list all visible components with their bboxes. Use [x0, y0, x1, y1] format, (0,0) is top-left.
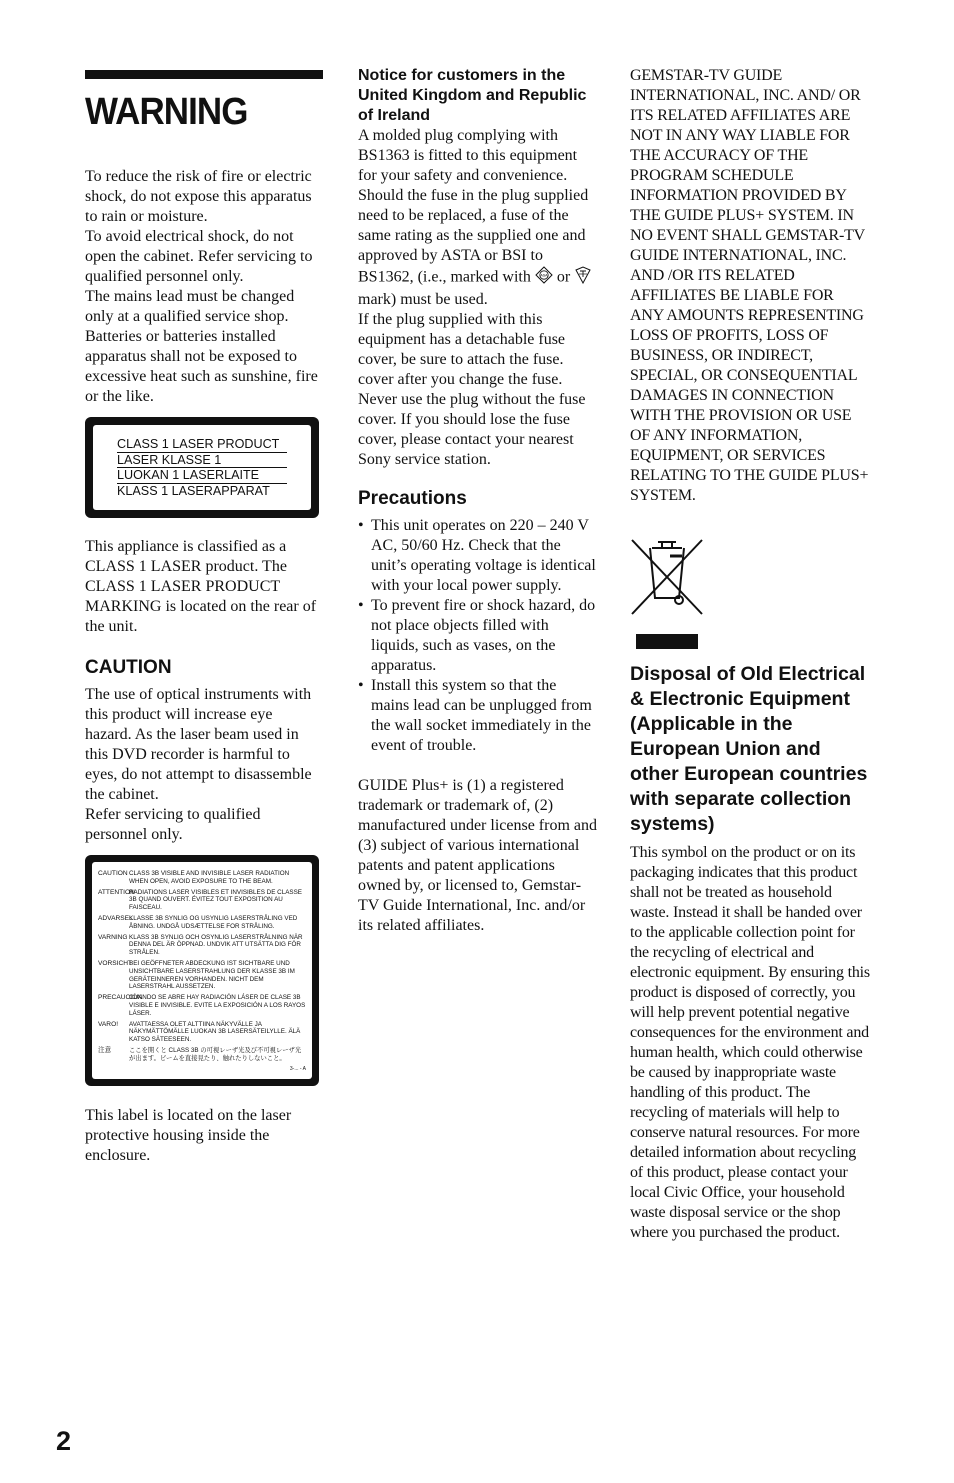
uk-notice-column	[358, 66, 598, 936]
label-row: ADVARSEL KLASSE 3B SYNLIG OG USYNLIG LASERSTRÅLING VED ÅBNING. UNDGÅ UDSÆTTELSE FOR STRÅLING.	[98, 914, 298, 930]
warning-intro-paragraph: The mains lead must be changed only at a qualified service shop.	[85, 288, 295, 325]
label-location-text: This label is located on the laser protective housing inside the enclosure.	[85, 1107, 292, 1165]
precautions-list	[358, 516, 598, 756]
page-title: WARNING	[85, 91, 248, 133]
caution-text: The use of optical instruments with this product will increase eye hazard. As the laser beam used in this DVD recorder is harmful to eyes, do not attempt to disassemble the cabinet.	[85, 686, 312, 803]
multilanguage-laser-label	[85, 855, 319, 1086]
list-item: • Install this system so that the mains lead can be unplugged from the wall socket immediately in the event of trouble.	[358, 676, 598, 756]
warning-rule	[85, 70, 323, 79]
list-item: • This unit operates on 220 – 240 V AC, 50/60 Hz. Check that the unit’s operating voltage is identical with your local power supply.	[358, 516, 598, 596]
label-row: VARO! AVATTAESSA OLET ALTTIINA NÄKYVÄLLE JA NÄKYMÄTTÖMÄLLE LUOKAN 3B LASERSÄTEILYLLE. ÄLÄ KATSO SÄTEESEEN.	[98, 1020, 301, 1044]
precautions-heading: Precautions	[358, 488, 467, 509]
label-code: 3-... - A	[289, 1065, 306, 1072]
warning-intro	[85, 167, 323, 407]
label-row: VARNING KLASS 3B SYNLIG OCH OSYNLIG LASERSTRÅLNING NÄR DENNA DEL ÄR ÖPPNAD. UNDVIK ATT UTSÄTTA DIG FÖR STRÅLEN.	[98, 933, 303, 957]
label-row: CAUTION CLASS 3B VISIBLE AND INVISIBLE LASER RADIATION WHEN OPEN, AVOID EXPOSURE TO THE BEAM.	[98, 870, 290, 885]
uk-notice-fuse-text: If the plug supplied with this equipment has a detachable fuse cover, be sure to attach the fuse. cover after you change the fuse. Never use the plug without the fuse cover. If you should lose the fuse cover, please contact your nearest Sony service station.	[358, 311, 586, 468]
disposal-heading: Disposal of Old Electrical & Electronic Equipment (Applicable in the European Union and other European countries with separate collection systems)	[630, 663, 868, 835]
laser-label-line: LASER KLASSE 1	[117, 453, 287, 469]
gemstar-disclaimer: GEMSTAR-TV GUIDE INTERNATIONAL, INC. AND/ OR ITS RELATED AFFILIATES ARE NOT IN ANY WAY LIABLE FOR THE ACCURACY OF THE PROGRAM SCHEDULE INFORMATION PROVIDED BY THE GUIDE PLUS+ SYSTEM. IN NO EVENT SHALL GEMSTAR-TV GUIDE INTERNATIONAL, INC. AND /OR ITS RELATED AFFILIATES BE LIABLE FOR ANY AMOUNTS REPRESENTING LOSS OF PROFITS, LOSS OF BUSINESS, OR INDIRECT, SPECIAL, OR CONSEQUENTIAL DAMAGES IN CONNECTION WITH THE PROVISION OR USE OF ANY INFORMATION, EQUIPMENT, OR SERVICES RELATING TO THE GUIDE PLUS+ SYSTEM.	[630, 67, 869, 504]
caution-heading: CAUTION	[85, 657, 172, 678]
disclaimer-column	[630, 66, 870, 1243]
laser-label-line: LUOKAN 1 LASERLAITE	[117, 468, 287, 484]
label-row: VORSICHT BEI GEÖFFNETER ABDECKUNG IST SICHTBARE UND UNSICHTBARE LASERSTRAHLUNG DER KLASSE 3B IM GERÄTEINNEREN VORHANDEN. NICHT DEM LASERSTRAHL AUSSETZEN.	[98, 959, 295, 991]
label-row: ATTENTION RADIATIONS LASER VISIBLES ET INVISIBLES DE CLASSE 3B QUAND OUVERT. ÉVITEZ TOUT EXPOSITION AU FAISCEAU.	[98, 888, 302, 912]
laser-label-line: CLASS 1 LASER PRODUCT	[117, 437, 287, 453]
uk-notice-text: A molded plug complying with BS1363 is fitted to this equipment for your safety and convenience. Should the fuse in the plug supplied need to be replaced, a fuse of the same rating as the supplied one and approved by ASTA or BSI to BS1362, (i.e., marked with ASA or mark) must be used.	[358, 126, 598, 310]
weee-bin-icon	[630, 538, 706, 650]
page-number: 2	[56, 1426, 72, 1456]
warning-intro-paragraph: To reduce the risk of fire or electric shock, do not expose this apparatus to rain or moisture.	[85, 168, 312, 225]
bsi-kitemark-icon	[574, 266, 592, 290]
uk-notice-heading: Notice for customers in the United Kingdom and Republic of Ireland	[358, 67, 587, 124]
warning-intro-paragraph: Batteries or batteries installed apparatus shall not be exposed to excessive heat such as sunshine, fire or the like.	[85, 328, 318, 405]
label-row: 注意 ここを開くと CLASS 3B の可視レーザ光及び不可視レーザ光が出ます。ビームを直接見たり、触れたりしないこと。	[98, 1046, 302, 1062]
class1-text: This appliance is classified as a CLASS 1 LASER product. The CLASS 1 LASER PRODUCT MARKING is located on the rear of the unit.	[85, 538, 317, 635]
disposal-text: This symbol on the product or on its packaging indicates that this product shall not be treated as household waste. Instead it shall be handed over to the applicable collection point for the recycling of electrical and electronic equipment. By ensuring this product is disposed of correctly, you will help prevent potential negative consequences for the environment and human health, which could otherwise be caused by inappropriate waste handling of this product. The recycling of materials will help to conserve natural resources. For more detailed information about recycling of this product, please contact your local Civic Office, your household waste disposal service or the shop where you purchased the product.	[630, 844, 870, 1241]
class1-laser-label	[85, 417, 319, 518]
warning-column	[85, 66, 323, 1166]
list-item: • To prevent fire or shock hazard, do not place objects filled with liquids, such as vases, on the apparatus.	[358, 596, 598, 676]
label-row: PRECAUCIÓN CUANDO SE ABRE HAY RADIACIÓN LÁSER DE CLASE 3B VISIBLE E INVISIBLE. EVITE LA EXPOSICIÓN A LOS RAYOS LÁSER.	[98, 994, 306, 1017]
guide-plus-text: GUIDE Plus+ is (1) a registered trademark or trademark of, (2) manufactured under license from and (3) subject of various international patents and patent applications owned by, or licensed to, Gemstar-TV Guide International, Inc. and/or its related affiliates.	[358, 777, 598, 934]
caution-text-2: Refer servicing to qualified personnel only.	[85, 806, 261, 843]
asta-mark-icon	[535, 266, 553, 290]
warning-intro-paragraph: To avoid electrical shock, do not open the cabinet. Refer servicing to qualified personnel only.	[85, 228, 313, 285]
laser-label-line: KLASS 1 LASERAPPARAT	[117, 483, 270, 498]
svg-text:ASA: ASA	[540, 273, 548, 278]
